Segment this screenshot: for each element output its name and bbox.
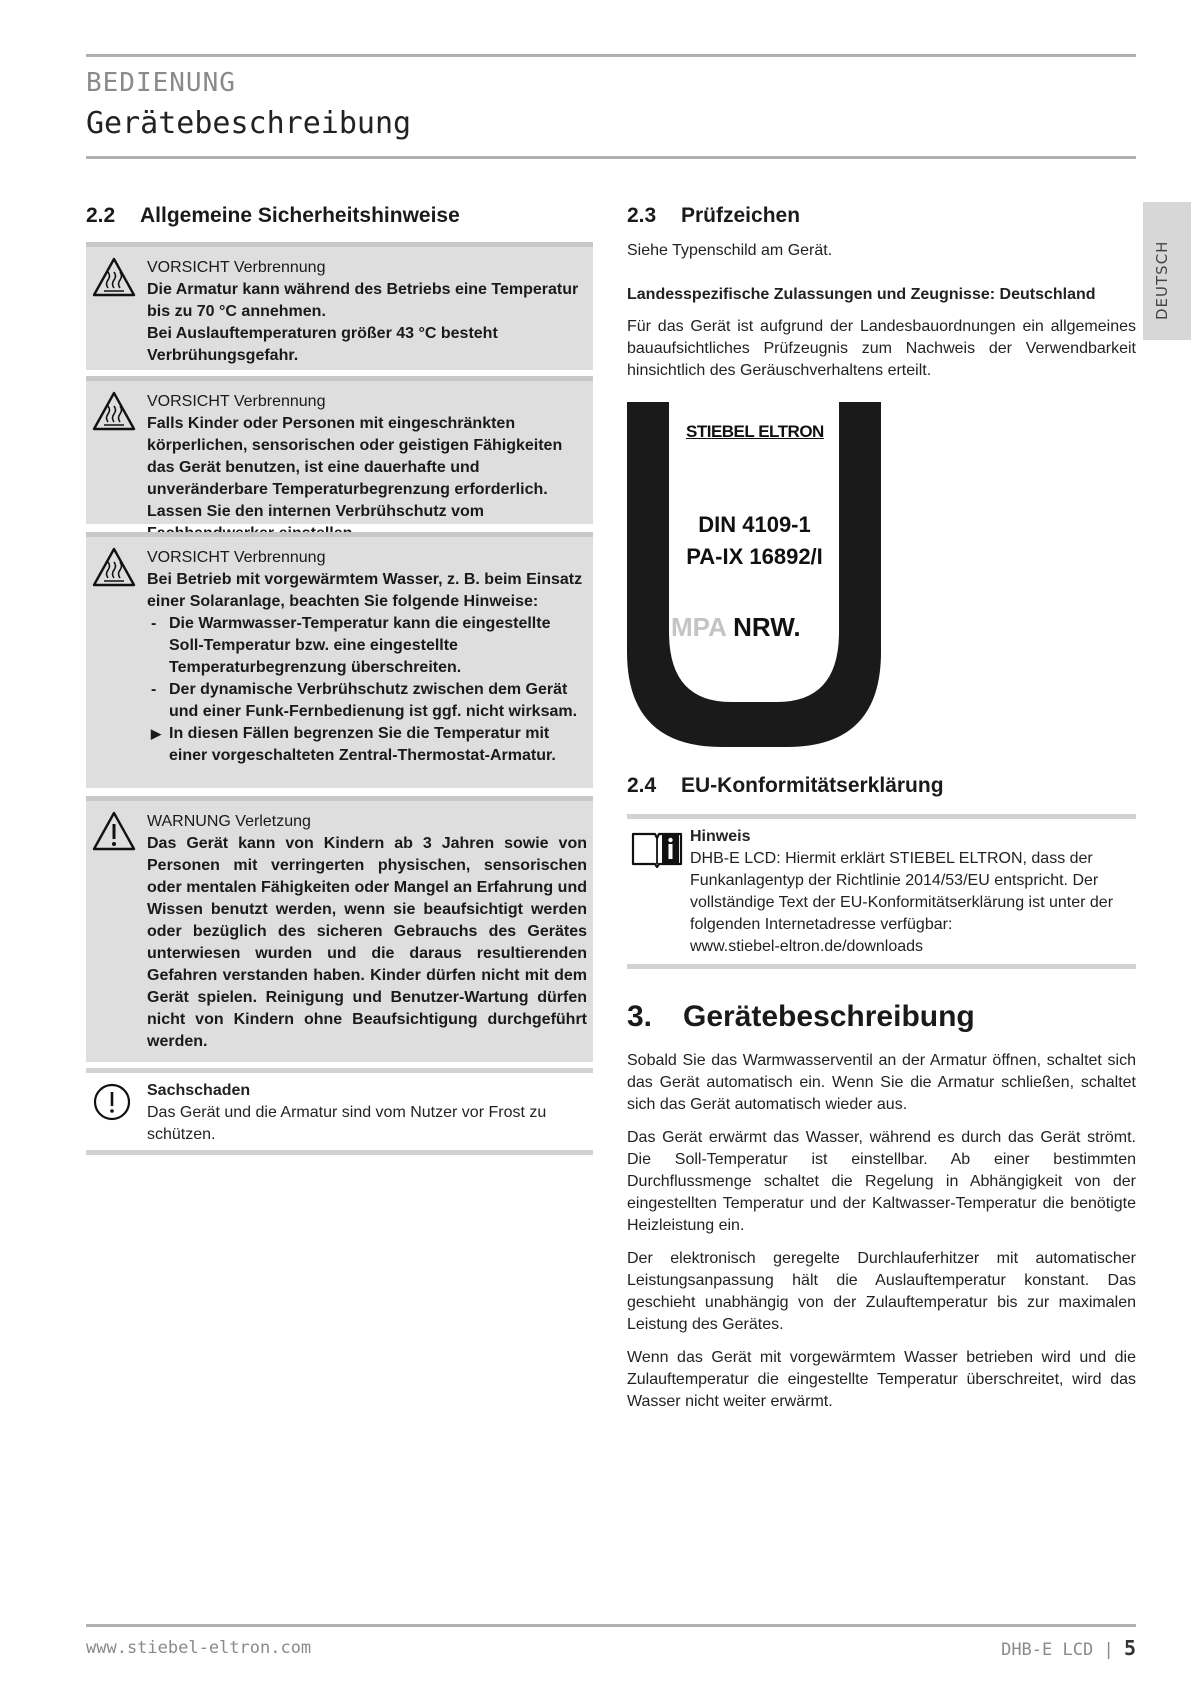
page-number: 5 (1123, 1636, 1136, 1660)
warning-label: WARNUNG Verletzung (147, 813, 311, 830)
action-item (147, 723, 587, 767)
warning-body: Das Gerät kann von Kindern ab 3 Jahren sowie von Personen mit verringerten physischen, sensorischen oder mentalen Fähigkeiten oder Mangel an Erfahrung und Wissen benutzt werden, wenn sie beaufsichtigt werden oder bezüglich des sicheren Gebrauchs des Gerätes unterwiesen wurden und die daraus resultierenden Gefahren verstanden haben. Kinder dürfen nicht mit dem Gerät spielen. Reinigung und Benutzer-Wartung dürfen nicht von Kindern ohne Beaufsichtigung durchgeführt werden. (147, 835, 587, 1050)
triangle-right-icon: ▶ (151, 726, 161, 741)
header-top-rule (86, 54, 1136, 57)
list-item-text: Der dynamische Verbrühschutz zwischen dem Gerät und einer Funk-Fernbedienung ist ggf. nicht wirksam. (169, 681, 578, 720)
footer-rule (86, 1624, 1136, 1627)
warning-body: Bei Betrieb mit vorgewärmtem Wasser, z. B. beim Einsatz einer Solaranlage, beachten Sie folgende Hinweise: (147, 571, 583, 610)
mpa-nrw-mark (671, 612, 801, 643)
section-number: 3. (627, 1000, 653, 1033)
warning-text (147, 547, 587, 767)
info-book-icon (631, 828, 683, 868)
downloads-link[interactable]: www.stiebel-eltron.de/downloads (690, 938, 924, 955)
hot-surface-warning-icon (92, 257, 136, 297)
warning-label: VORSICHT Verbrennung (147, 549, 326, 566)
warning-text (147, 391, 587, 545)
warning-body: Die Armatur kann während des Betriebs eine Temperatur bis zu 70 °C annehmen. (147, 281, 579, 320)
list-item: - Der dynamische Verbrühschutz zwischen dem Gerät und einer Funk-Fernbedienung ist ggf. nicht wirksam. (151, 681, 578, 720)
warning-box-burn-3 (86, 532, 593, 788)
note-bottom-rule (86, 1150, 593, 1155)
section-2-2-heading (86, 204, 460, 228)
u-mark-shape (627, 402, 882, 747)
note-label: Sachschaden (147, 1082, 251, 1099)
list-item-text: Die Warmwasser-Temperatur kann die eingestellte Soll-Temperatur bzw. eine eingestellte Temperaturbegrenzung überschreiten. (169, 615, 551, 676)
warning-body-2: Bei Auslauftemperaturen größer 43 °C besteht Verbrühungsgefahr. (147, 325, 498, 364)
hot-surface-warning-icon (92, 547, 136, 587)
hint-body: DHB-E LCD: Hiermit erklärt STIEBEL ELTRON, dass der Funkanlagentyp der Richtlinie 2014/53/EU entspricht. Der vollständige Text der EU-Konformitätserklärung ist unter der folgenden Internetadresse verfügbar: (690, 850, 1114, 933)
hint-bottom-rule (627, 964, 1136, 969)
hint-label: Hinweis (690, 828, 751, 845)
paragraph: Sobald Sie das Warmwasserventil an der Armatur öffnen, schaltet sich das Gerät automatisch ein. Wenn Sie die Armatur schließen, schaltet sich das Gerät automatisch wieder aus. (627, 1052, 1136, 1113)
section-title: Allgemeine Sicherheitshinweise (140, 204, 460, 227)
footer-separator: | (1103, 1640, 1114, 1660)
header-bottom-rule (86, 156, 1136, 159)
section-title: Gerätebeschreibung (683, 1000, 975, 1033)
note-top-rule (86, 1068, 593, 1073)
language-tab[interactable] (1143, 202, 1191, 340)
exclamation-circle-icon (92, 1082, 132, 1122)
din-norm: DIN 4109-1 (698, 512, 811, 537)
approvals-paragraph: Für das Gerät ist aufgrund der Landesbauordnungen ein allgemeines bauaufsichtliches Prüfzeugnis zum Nachweis der Verwendbarkeit hinsichtlich des Geräuschverhaltens erteilt. (627, 318, 1136, 379)
action-item-text: In diesen Fällen begrenzen Sie die Temperatur mit einer vorgeschalteten Zentral-Thermostat-Armatur. (169, 725, 556, 764)
hot-surface-warning-icon (92, 391, 136, 431)
note-body: Das Gerät und die Armatur sind vom Nutzer vor Frost zu schützen. (147, 1104, 547, 1143)
section-label: BEDIENUNG (86, 68, 236, 98)
section-number: 2.3 (627, 204, 657, 227)
section-2-4-heading (627, 774, 944, 798)
warning-box-injury (86, 796, 593, 1062)
warning-text (147, 811, 587, 1053)
warning-label: VORSICHT Verbrennung (147, 393, 326, 410)
approvals-subheading: Landesspezifische Zulassungen und Zeugnisse: Deutschland (627, 286, 1096, 303)
section-3-heading (627, 1000, 975, 1034)
section-number: 2.4 (627, 774, 657, 797)
brand-logo: STIEBEL ELTRON (686, 422, 824, 441)
page-title: Gerätebeschreibung (86, 106, 412, 141)
section-title: Prüfzeichen (681, 204, 801, 227)
document-name: DHB-E LCD (1001, 1640, 1094, 1660)
paragraph: Das Gerät erwärmt das Wasser, während es durch das Gerät strömt. Die Soll-Temperatur ist einstellbar. Ab einer bestimmten Durchflussmenge schaltet die Regelung in Abhängigkeit von der eingestellten Temperatur und der Kaltwasser-Temperatur die benötigte Heizleistung ein. (627, 1129, 1136, 1234)
warning-box-burn-1 (86, 242, 593, 370)
nrw-text: NRW. (733, 612, 801, 642)
exclamation-warning-icon (92, 811, 136, 851)
language-tab-label: DEUTSCH (1153, 240, 1171, 320)
warning-box-burn-2 (86, 376, 593, 524)
hint-top-rule (627, 814, 1136, 819)
warning-text (147, 257, 587, 367)
footer-page-info (980, 1636, 1136, 1660)
test-mark-graphic (627, 402, 882, 747)
mpa-text: MPA (671, 612, 726, 642)
warning-body: Falls Kinder oder Personen mit eingeschränkten körperlichen, sensorischen oder geistigen Fähigkeiten das Gerät benutzen, ist eine dauerhafte und unveränderbare Temperaturbegrenzung erforderlich. Lassen Sie den internen Verbrühschutz vom (147, 415, 563, 520)
section-3-body (627, 1050, 1136, 1424)
property-damage-note (147, 1080, 593, 1146)
section-title: EU-Konformitätserklärung (681, 774, 944, 797)
section-2-3-heading (627, 204, 800, 228)
footer-url[interactable]: www.stiebel-eltron.com (86, 1638, 312, 1658)
type-plate-text: Siehe Typenschild am Gerät. (627, 242, 833, 259)
hint-text (690, 826, 1136, 958)
section-number: 2.2 (86, 204, 116, 227)
list-item: - Die Warmwasser-Temperatur kann die eingestellte Soll-Temperatur bzw. eine eingestellte Temperaturbegrenzung überschreiten. (151, 615, 551, 676)
paragraph: Der elektronisch geregelte Durchlauferhitzer mit automatischer Leistungsanpassung hält die Auslauftemperatur konstant. Das geschieht unabhängig von der Zulauftemperatur bis zur maximalen Leistung des Gerätes. (627, 1250, 1136, 1333)
test-certificate-number: PA-IX 16892/I (686, 544, 823, 569)
warning-label: VORSICHT Verbrennung (147, 259, 326, 276)
paragraph: Wenn das Gerät mit vorgewärmtem Wasser betrieben wird und die Zulauftemperatur die eingestellte Temperatur überschreitet, wird das Wasser nicht weiter erwärmt. (627, 1349, 1136, 1410)
